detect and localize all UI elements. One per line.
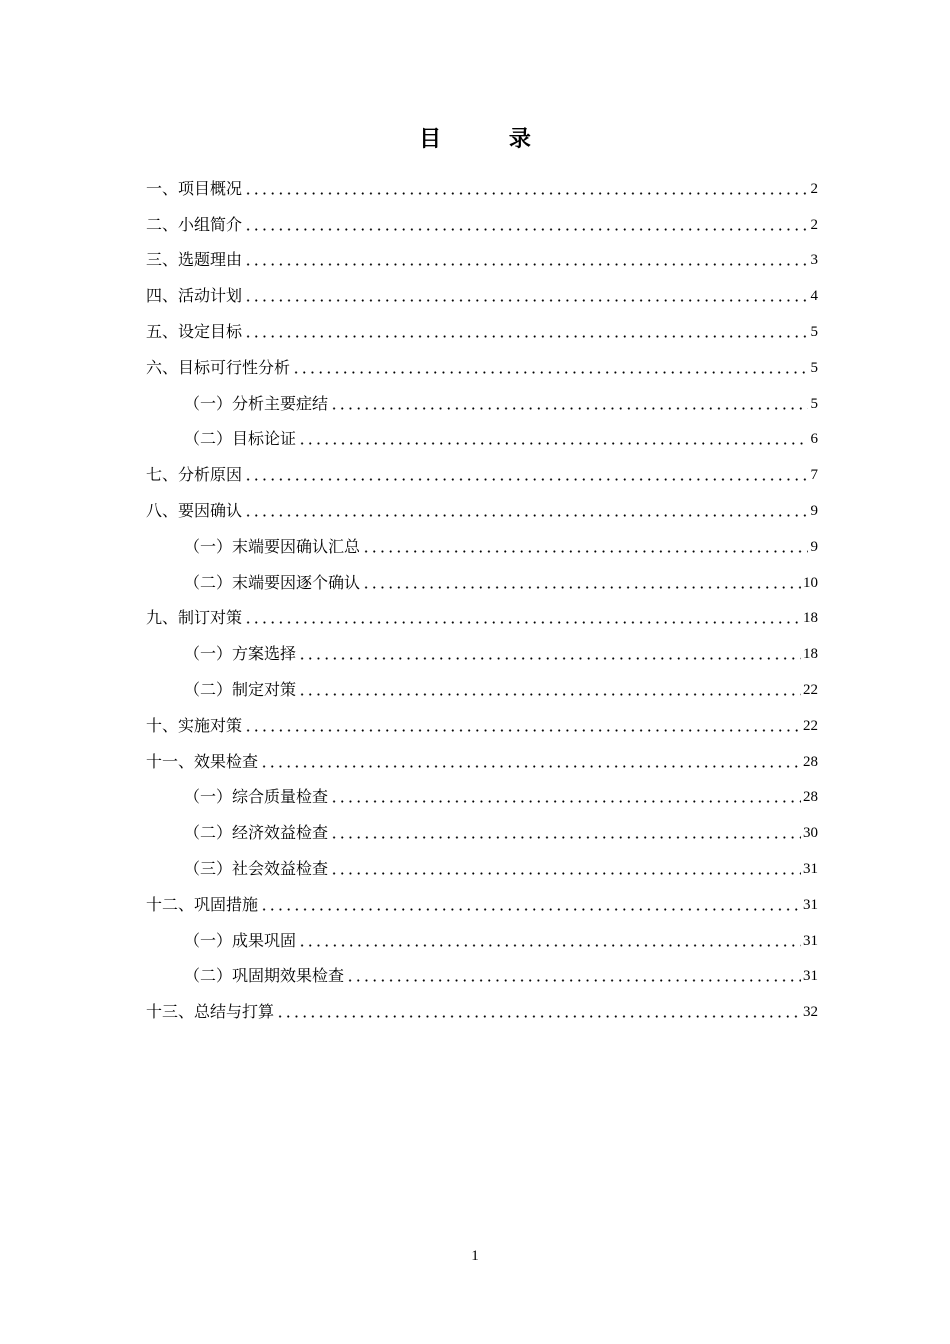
toc-dot-leader	[260, 908, 801, 911]
toc-dot-leader	[244, 192, 808, 195]
toc-dot-leader	[244, 478, 808, 481]
toc-entry-label: 十、实施对策	[146, 715, 243, 735]
toc-entry-label: 九、制订对策	[146, 608, 243, 628]
toc-dot-leader	[276, 1015, 801, 1018]
toc-entry-page: 7	[810, 467, 818, 484]
toc-entry-label: 七、分析原因	[146, 465, 243, 485]
toc-dot-leader	[298, 944, 801, 947]
toc-entry-label: 十三、总结与打算	[146, 1002, 275, 1022]
toc-dot-leader	[330, 872, 801, 875]
toc-entry-label: （一）末端要因确认汇总	[184, 536, 361, 556]
toc-entry-page: 22	[803, 717, 818, 734]
toc-entry[interactable]	[146, 485, 818, 521]
toc-dot-leader	[330, 800, 801, 803]
toc-dot-leader	[260, 765, 801, 768]
toc-entry-page: 5	[810, 395, 818, 412]
toc-dot-leader	[244, 621, 801, 624]
toc-entry-page: 30	[803, 825, 818, 842]
toc-dot-leader	[244, 263, 808, 266]
toc-entry-page: 31	[803, 968, 818, 985]
toc-entry-page: 18	[803, 646, 818, 663]
toc-entry-page: 2	[810, 180, 818, 197]
toc-entry-label: 六、目标可行性分析	[146, 357, 291, 377]
toc-entry[interactable]	[146, 986, 818, 1022]
toc-entry[interactable]	[146, 342, 818, 378]
toc-entry-page: 31	[803, 860, 818, 877]
toc-entry-label: 二、小组简介	[146, 214, 243, 234]
toc-dot-leader	[244, 335, 808, 338]
toc-entry[interactable]	[146, 700, 818, 736]
toc-entry-page: 31	[803, 896, 818, 913]
toc-dot-leader	[330, 407, 808, 410]
toc-entry-label: （二）末端要因逐个确认	[184, 572, 361, 592]
toc-entry-label: （二）巩固期效果检查	[184, 966, 345, 986]
toc-entry[interactable]	[146, 843, 818, 879]
toc-entry-page: 9	[810, 502, 818, 519]
table-of-contents	[146, 163, 818, 1022]
toc-dot-leader	[244, 514, 808, 517]
toc-entry-page: 18	[803, 610, 818, 627]
toc-entry-label: 一、项目概况	[146, 178, 243, 198]
toc-entry-label: （二）经济效益检查	[184, 823, 329, 843]
toc-entry-page: 22	[803, 681, 818, 698]
toc-dot-leader	[244, 228, 808, 231]
toc-entry-page: 5	[810, 359, 818, 376]
toc-entry-label: 八、要因确认	[146, 500, 243, 520]
toc-entry-label: 四、活动计划	[146, 286, 243, 306]
toc-dot-leader	[362, 586, 801, 589]
toc-entry-label: （二）目标论证	[184, 429, 297, 449]
toc-entry[interactable]	[146, 270, 818, 306]
toc-entry[interactable]	[146, 521, 818, 557]
toc-entry-page: 31	[803, 932, 818, 949]
toc-dot-leader	[244, 729, 801, 732]
toc-entry[interactable]	[146, 807, 818, 843]
toc-dot-leader	[298, 693, 801, 696]
toc-entry-label: （一）方案选择	[184, 644, 297, 664]
toc-entry[interactable]	[146, 449, 818, 485]
toc-entry-label: 十二、巩固措施	[146, 894, 259, 914]
toc-entry[interactable]	[146, 306, 818, 342]
toc-dot-leader	[362, 550, 808, 553]
toc-entry-page: 32	[803, 1004, 818, 1021]
toc-entry[interactable]	[146, 736, 818, 772]
toc-entry-page: 28	[803, 789, 818, 806]
toc-entry-page: 5	[810, 323, 818, 340]
toc-dot-leader	[330, 836, 801, 839]
toc-entry-label: （二）制定对策	[184, 679, 297, 699]
toc-entry-page: 4	[810, 288, 818, 305]
toc-entry-label: 三、选题理由	[146, 250, 243, 270]
toc-entry-label: （一）综合质量检查	[184, 787, 329, 807]
toc-dot-leader	[292, 371, 808, 374]
toc-entry-label: （一）成果巩固	[184, 930, 297, 950]
toc-entry[interactable]	[146, 915, 818, 951]
toc-title: 目 录	[419, 126, 561, 152]
toc-entry[interactable]	[146, 593, 818, 629]
toc-dot-leader	[244, 299, 808, 302]
toc-entry-label: 十一、效果检查	[146, 751, 259, 771]
toc-entry[interactable]	[146, 772, 818, 808]
toc-entry-page: 10	[803, 574, 818, 591]
toc-dot-leader	[298, 657, 801, 660]
toc-entry-label: 五、设定目标	[146, 321, 243, 341]
toc-entry[interactable]	[146, 664, 818, 700]
toc-entry[interactable]	[146, 628, 818, 664]
toc-entry[interactable]	[146, 378, 818, 414]
toc-entry[interactable]	[146, 163, 818, 199]
page-number: 1	[471, 1248, 479, 1264]
toc-entry-label: （三）社会效益检查	[184, 858, 329, 878]
toc-entry[interactable]	[146, 879, 818, 915]
toc-dot-leader	[346, 979, 801, 982]
toc-entry[interactable]	[146, 199, 818, 235]
toc-dot-leader	[298, 442, 808, 445]
toc-entry[interactable]	[146, 951, 818, 987]
toc-entry[interactable]	[146, 235, 818, 271]
toc-entry[interactable]	[146, 414, 818, 450]
toc-entry-page: 3	[810, 252, 818, 269]
toc-entry-page: 28	[803, 753, 818, 770]
toc-entry-page: 2	[810, 216, 818, 233]
toc-entry[interactable]	[146, 557, 818, 593]
toc-entry-page: 6	[810, 431, 818, 448]
toc-entry-label: （一）分析主要症结	[184, 393, 329, 413]
toc-entry-page: 9	[810, 538, 818, 555]
